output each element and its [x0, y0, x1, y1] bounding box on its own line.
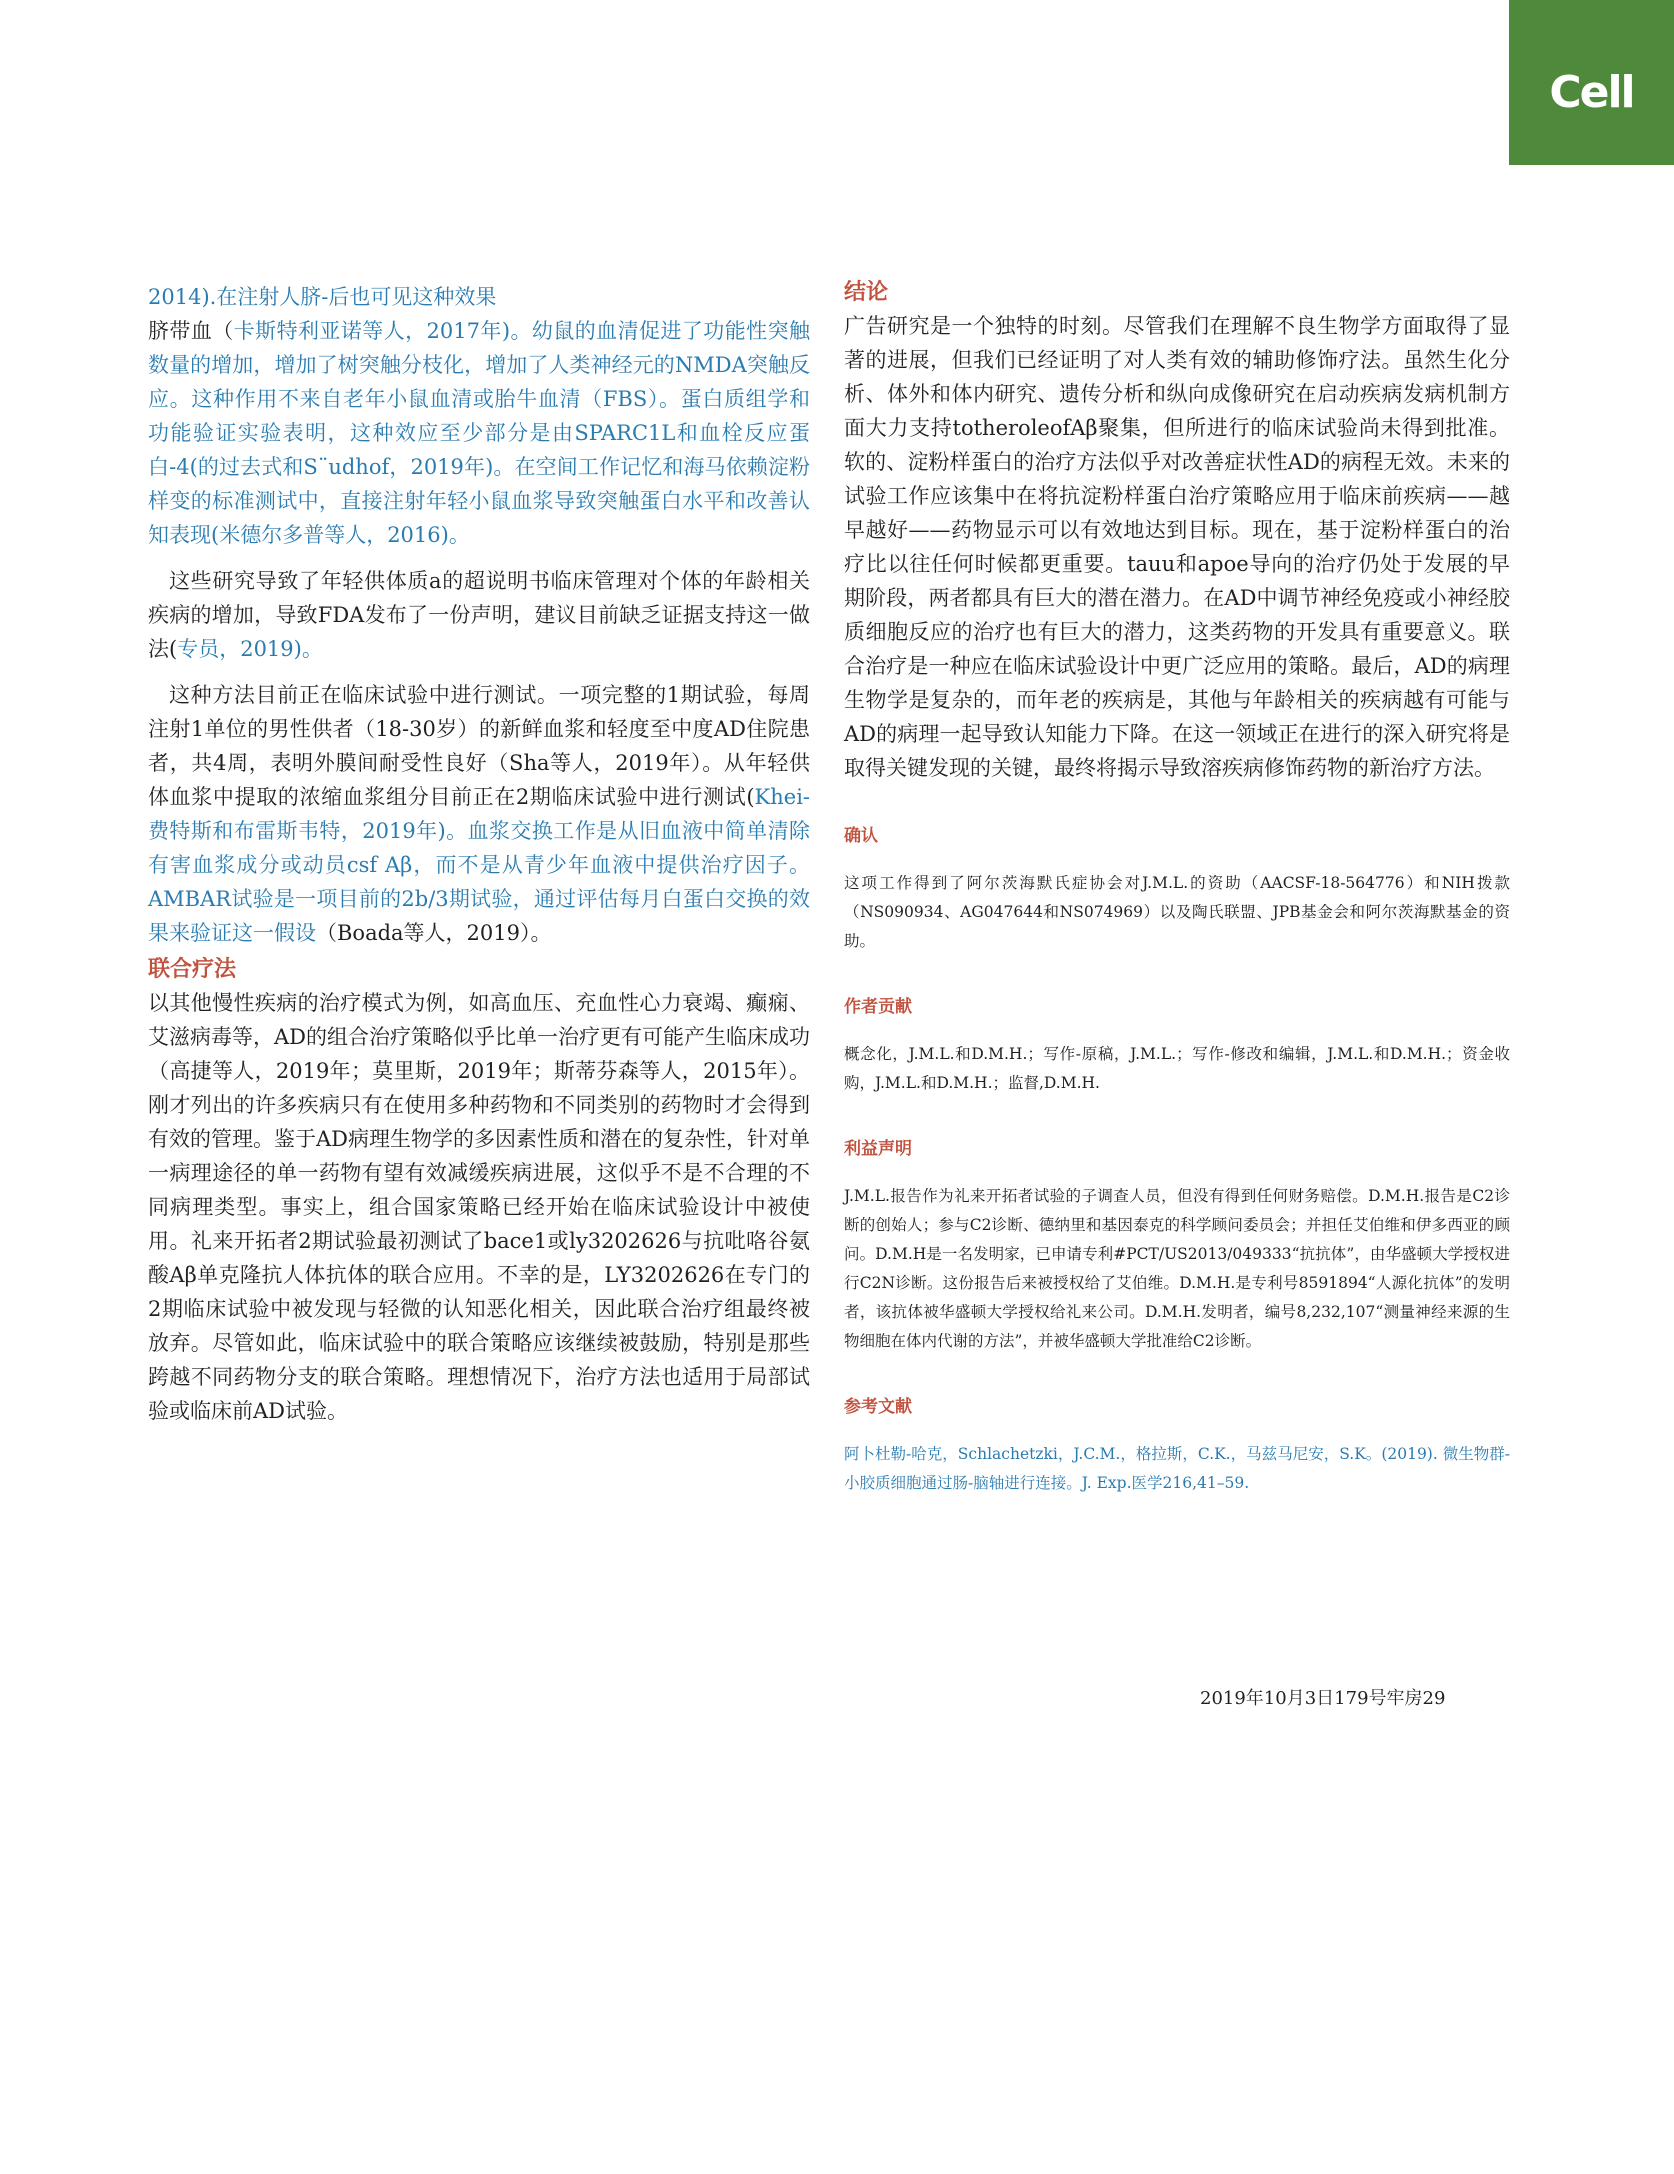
paragraph-trials: [148, 678, 810, 950]
section-title-combination: 联合疗法: [148, 956, 237, 982]
citation-link[interactable]: 2014).在注射人脐-后也可见这种效果: [148, 285, 497, 309]
right-column: [844, 275, 1510, 1498]
paragraph-fda: [148, 564, 810, 666]
paragraph-contributions: 概念化，J.M.L.和D.M.H.；写作-原稿，J.M.L.；写作-修改和编辑，J.M.L.和D.M.H.；资金收购，J.M.L.和D.M.H.；监督,D.M.H.: [844, 1045, 1510, 1092]
paragraph-text: （Boada等人，2019）。: [316, 921, 552, 945]
citation-link[interactable]: Khei-费特斯和布雷斯韦特，2019年)。血浆交换工作是从旧血液中简单清除有害血浆成分或动员csf Aβ，而不是从青少年血液中提供治疗因子。AMBAR试验是一项目前的2b/3期试验，通过评估每月白蛋白交换的效果来验证这一假设: [148, 785, 810, 945]
section-title-interests: 利益声明: [844, 1139, 912, 1159]
section-title-references: 参考文献: [844, 1397, 912, 1417]
cell-logo: Cell: [1509, 0, 1674, 165]
page-footer: 2019年10月3日179号牢房29: [1200, 1688, 1446, 1709]
reference-item[interactable]: 阿卜杜勒-哈克，Schlachetzki，J.C.M.，格拉斯，C.K.，马兹马尼安，S.K。(2019). 微生物群-小胶质细胞通过肠-脑轴进行连接。J. Exp.医学216,41–59.: [844, 1445, 1510, 1492]
section-title-contributions: 作者贡献: [844, 997, 912, 1017]
paragraph-text: 这些研究导致了年轻供体质a的超说明书临床管理对个体的年龄相关疾病的增加，导致FDA发布了一份声明，建议目前缺乏证据支持这一做法(: [148, 569, 810, 661]
citation-link[interactable]: 卡斯特利亚诺等人，2017年)。幼鼠的血清促进了功能性突触数量的增加，增加了树突触分枝化，增加了人类神经元的NMDA突触反应。这种作用不来自老年小鼠血清或胎牛血清（FBS）。蛋白质组学和功能验证实验表明，这种效应至少部分是由SPARC1L和血栓反应蛋白-4(的过去式和S¨udhof，2019年)。在空间工作记忆和海马依赖淀粉样变的标准测试中，直接注射年轻小鼠血浆导致突触蛋白水平和改善认知表现(米德尔多普等人，2016)。: [148, 319, 811, 547]
paragraph-conclusion: 广告研究是一个独特的时刻。尽管我们在理解不良生物学方面取得了显著的进展，但我们已经证明了对人类有效的辅助修饰疗法。虽然生化分析、体外和体内研究、遗传分析和纵向成像研究在启动疾病发病机制方面大力支持totheroleofAβ聚集，但所进行的临床试验尚未得到批准。软的、淀粉样蛋白的治疗方法似乎对改善症状性AD的病程无效。未来的试验工作应该集中在将抗淀粉样蛋白治疗策略应用于临床前疾病——越早越好——药物显示可以有效地达到目标。现在，基于淀粉样蛋白的治疗比以往任何时候都更重要。tauu和apoe导向的治疗仍处于发展的早期阶段，两者都具有巨大的潜在潜力。在AD中调节神经免疫或小神经胶质细胞反应的治疗也有巨大的潜力，这类药物的开发具有重要意义。联合治疗是一种应在临床试验设计中更广泛应用的策略。最后，AD的病理生物学是复杂的，而年老的疾病是，其他与年龄相关的疾病越有可能与AD的病理一起导致认知能力下降。在这一领域正在进行的深入研究将是取得关键发现的关键，最终将揭示导致溶疾病修饰药物的新治疗方法。: [844, 314, 1510, 780]
paragraph-combination: 以其他慢性疾病的治疗模式为例，如高血压、充血性心力衰竭、癫痫、艾滋病毒等，AD的组合治疗策略似乎比单一治疗更有可能产生临床成功（高捷等人，2019年；莫里斯，2019年；斯蒂芬森等人，2015年）。刚才列出的许多疾病只有在使用多种药物和不同类别的药物时才会得到有效的管理。鉴于AD病理生物学的多因素性质和潜在的复杂性，针对单一病理途径的单一药物有望有效减缓疾病进展，这似乎不是不合理的不同病理类型。事实上，组合国家策略已经开始在临床试验设计中被使用。礼来开拓者2期试验最初测试了bace1或ly3202626与抗吡咯谷氨酸Aβ单克隆抗人体抗体的联合应用。不幸的是，LY3202626在专门的2期临床试验中被发现与轻微的认知恶化相关，因此联合治疗组最终被放弃。尽管如此，临床试验中的联合策略应该继续被鼓励，特别是那些跨越不同药物分支的联合策略。理想情况下，治疗方法也适用于局部试验或临床前AD试验。: [148, 991, 810, 1423]
paragraph-text: 这种方法目前正在临床试验中进行测试。一项完整的1期试验，每周注射1单位的男性供者（18-30岁）的新鲜血浆和轻度至中度AD住院患者，共4周，表明外膜间耐受性良好（Sha等人，2019年）。从年轻供体血浆中提取的浓缩血浆组分目前正在2期临床试验中进行测试(: [148, 683, 810, 809]
paragraph-text: 脐带血（: [148, 319, 234, 343]
left-column: [148, 280, 810, 1428]
section-title-ack: 确认: [844, 826, 878, 846]
paragraph-ack: 这项工作得到了阿尔茨海默氏症协会对J.M.L.的资助（AACSF-18-564776）和NIH拨款（NS090934、AG047644和NS074969）以及陶氏联盟、JPB基金会和阿尔茨海默基金的资助。: [844, 874, 1510, 950]
paragraph-interests: J.M.L.报告作为礼来开拓者试验的子调查人员，但没有得到任何财务赔偿。D.M.H.报告是C2诊断的创始人；参与C2诊断、德纳里和基因泰克的科学顾问委员会；并担任艾伯维和伊多西亚的顾问。D.M.H是一名发明家，已申请专利#PCT/US2013/049333“抗抗体”，由华盛顿大学授权进行C2N诊断。这份报告后来被授权给了艾伯维。D.M.H.是专利号8591894“人源化抗体”的发明者，该抗体被华盛顿大学授权给礼来公司。D.M.H.发明者，编号8,232,107“测量神经来源的生物细胞在体内代谢的方法”，并被华盛顿大学批准给C2诊断。: [844, 1187, 1510, 1350]
section-title-conclusion: 结论: [844, 279, 889, 305]
citation-link[interactable]: 专员，2019)。: [177, 637, 323, 661]
paragraph-young-serum: [148, 280, 810, 552]
